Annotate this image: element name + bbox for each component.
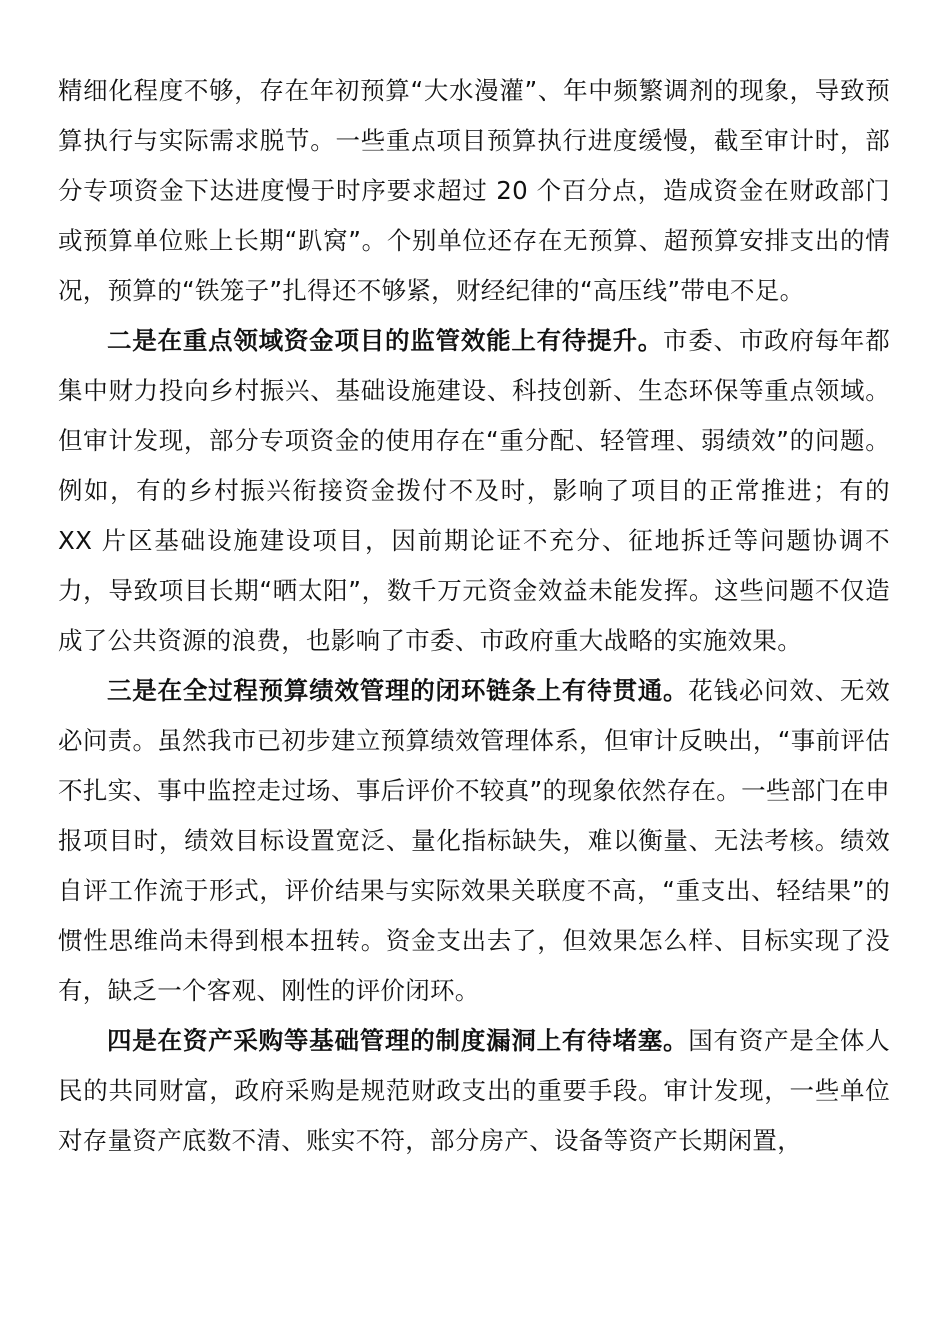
document-body xyxy=(58,66,890,1166)
paragraph-3-heading: 三是在全过程预算绩效管理的闭环链条上有待贯通。 xyxy=(107,676,689,705)
paragraph-3-text: 花钱必问效、无效必问责。虽然我市已初步建立预算绩效管理体系，但审计反映出，“事前评估不扎实、事中监控走过场、事后评价不较真”的现象依然存在。一些部门在申报项目时，绩效目标设置宽泛、量化指标缺失，难以衡量、无法考核。绩效自评工作流于形式，评价结果与实际效果关联度不高，“重支出、轻结果”的惯性思维尚未得到根本扭转。资金支出去了，但效果怎么样、目标实现了没有，缺乏一个客观、刚性的评价闭环。 xyxy=(58,676,890,1005)
paragraph-4-text: 国有资产是全体人民的共同财富，政府采购是规范财政支出的重要手段。审计发现，一些单位对存量资产底数不清、账实不符，部分房产、设备等资产长期闲置， xyxy=(58,1026,890,1155)
paragraph-4-heading: 四是在资产采购等基础管理的制度漏洞上有待堵塞。 xyxy=(107,1026,689,1055)
paragraph-3 xyxy=(58,666,890,1016)
paragraph-2 xyxy=(58,316,890,666)
paragraph-2-heading: 二是在重点领域资金项目的监管效能上有待提升。 xyxy=(107,326,664,355)
paragraph-4 xyxy=(58,1016,890,1166)
paragraph-1-text: 精细化程度不够，存在年初预算“大水漫灌”、年中频繁调剂的现象，导致预算执行与实际需求脱节。一些重点项目预算执行进度缓慢，截至审计时，部分专项资金下达进度慢于时序要求超过 20 个百分点，造成资金在财政部门或预算单位账上长期“趴窝”。个别单位还存在无预算、超预算安排支出的情况，预算的“铁笼子”扎得还不够紧，财经纪律的“高压线”带电不足。 xyxy=(58,76,890,305)
paragraph-2-text: 市委、市政府每年都集中财力投向乡村振兴、基础设施建设、科技创新、生态环保等重点领域。但审计发现，部分专项资金的使用存在“重分配、轻管理、弱绩效”的问题。例如，有的乡村振兴衔接资金拨付不及时，影响了项目的正常推进；有的 XX 片区基础设施建设项目，因前期论证不充分、征地拆迁等问题协调不力，导致项目长期“晒太阳”，数千万元资金效益未能发挥。这些问题不仅造成了公共资源的浪费，也影响了市委、市政府重大战略的实施效果。 xyxy=(58,326,890,655)
paragraph-1 xyxy=(58,66,890,316)
